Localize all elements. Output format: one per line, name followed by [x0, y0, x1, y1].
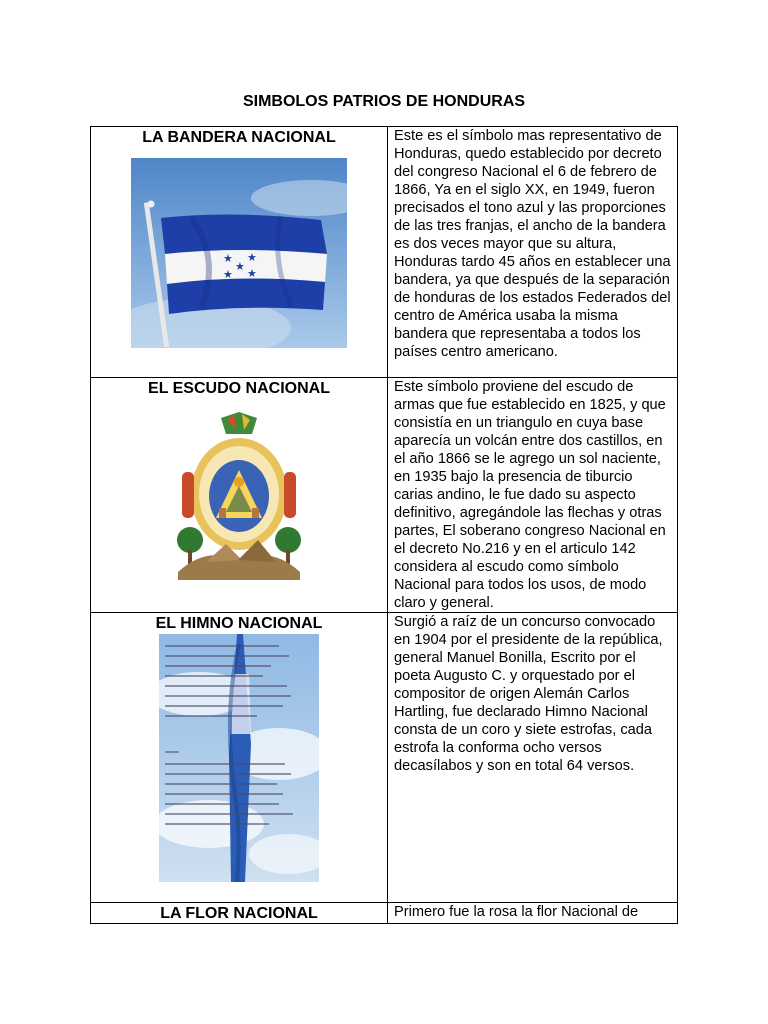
symbol-description: Este es el símbolo mas representativo de Honduras, quedo establecido por decreto del congreso Nacional el 6 de febrero de 1866, Ya en el siglo XX, en 1949, fueron precisados el tono azul y las proporciones de las tres franjas, el ancho de la bandera es dos veces mayor que su altura, Honduras tardo 45 años en establecer una bandera, ya que después de la separación de honduras de los estados Federados del centro de América usaba la misma bandera que representaba a todos los países centro americano. [394, 128, 671, 360]
table-row [91, 127, 678, 378]
symbols-table [90, 126, 678, 924]
symbol-cell [91, 127, 388, 378]
symbol-cell [91, 378, 388, 613]
symbol-heading: EL HIMNO NACIONAL [155, 615, 323, 632]
table-row [91, 903, 678, 924]
anthem-lyrics-image [159, 634, 319, 882]
table-row [91, 378, 678, 613]
svg-text:★: ★ [247, 267, 257, 280]
coat-of-arms-image [176, 412, 302, 580]
page-title: SIMBOLOS PATRIOS DE HONDURAS [242, 93, 526, 110]
symbol-description: Surgió a raíz de un concurso convocado en 1904 por el presidente de la república, general Manuel Bonilla, Escrito por el poeta Augusto C. y orquestado por el compositor de origen Alemán Carlos Hartling, fue declarado Himno Nacional consta de un coro y siete estrofas, cada estrofa la conforma ocho versos decasílabos y son en total 64 versos. [394, 614, 663, 774]
symbol-cell [91, 903, 388, 924]
symbol-description: Primero fue la rosa la flor Nacional de [394, 904, 639, 920]
symbol-description: Este símbolo proviene del escudo de armas que fue establecido en 1825, y que consistía en un triangulo en cuya base aparecía un volcán entre dos castillos, en el año 1866 se le agrego un sol naciente, en 1935 bajo la presencia de tiburcio carias andino, le fue dado su aspecto definitivo, agregándole las flechas y otras partes, El soberano congreso Nacional en el decreto No.216 y en el articulo 142 considera al escudo como símbolo Nacional para todos los usos, de modo claro y general. [394, 379, 666, 611]
symbol-cell [91, 613, 388, 903]
description-cell [388, 378, 678, 613]
svg-text:★: ★ [223, 268, 233, 281]
svg-text:★: ★ [223, 252, 233, 265]
svg-text:★: ★ [235, 260, 245, 273]
table-row [91, 613, 678, 903]
symbol-heading: LA BANDERA NACIONAL [142, 129, 336, 146]
honduras-flag-image [131, 158, 347, 348]
symbol-heading: LA FLOR NACIONAL [160, 905, 318, 922]
description-cell [388, 903, 678, 924]
symbol-heading: EL ESCUDO NACIONAL [148, 380, 330, 397]
description-cell [388, 613, 678, 903]
description-cell [388, 127, 678, 378]
svg-text:★: ★ [247, 251, 257, 264]
